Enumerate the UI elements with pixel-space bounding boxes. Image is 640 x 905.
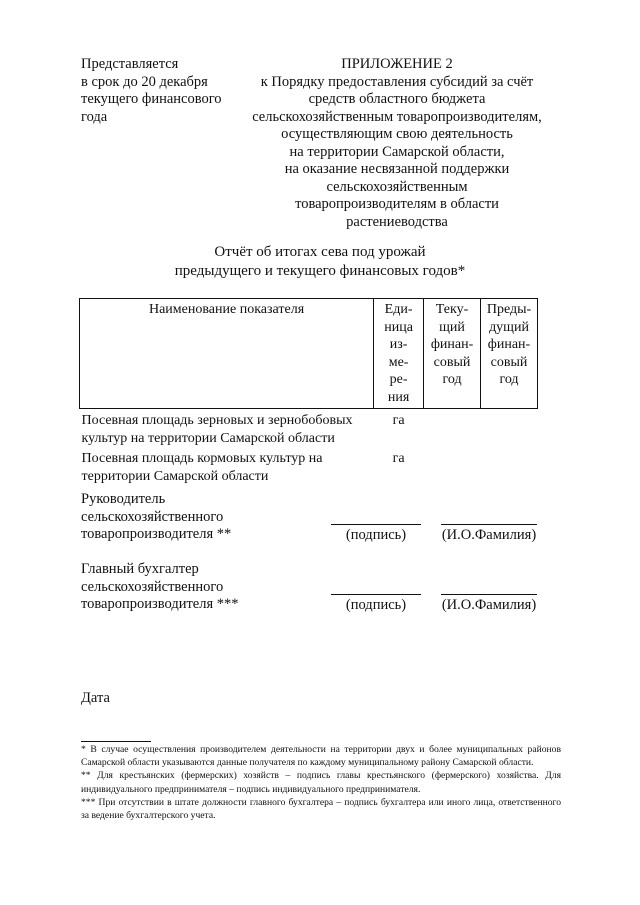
appendix-line: сельскохозяйственным [326, 178, 468, 195]
header-previous-line: Преды- [486, 302, 532, 317]
date-label: Дата [81, 690, 110, 706]
role-line: сельскохозяйственного [81, 508, 224, 525]
appendix-line: к Порядку предоставления субсидий за счёт [260, 73, 534, 90]
indicator-unit: га [392, 413, 405, 428]
accountant-signature-line [331, 594, 421, 595]
indicator-name: Посевная площадь зерновых и зернобобовых культур на территории Самарской области [81, 413, 353, 446]
header-unit-line: Еди- [384, 302, 413, 317]
head-signature-line [331, 524, 421, 525]
appendix-line: растениеводства [346, 213, 448, 230]
header-current-line: финан- [430, 337, 474, 352]
appendix-line: товаропроизводителям в области [295, 196, 499, 212]
header-previous-line: год [499, 372, 519, 387]
accountant-name-caption: (И.О.Фамилия) [441, 597, 537, 613]
role-line: Главный бухгалтер [81, 561, 199, 577]
header-current-line: год [442, 372, 462, 387]
appendix-line: средств областного бюджета [308, 91, 486, 107]
submission-note-line: года [81, 108, 108, 125]
header-previous-line: дущий [489, 319, 529, 335]
head-name-caption: (И.О.Фамилия) [441, 527, 537, 543]
previous-year-value [481, 409, 538, 448]
table-header-row [80, 299, 538, 409]
header-unit-line: ре- [389, 372, 408, 387]
header-unit [374, 299, 424, 409]
header-previous-line: финан- [487, 337, 531, 352]
head-signature-caption: (подпись) [345, 527, 407, 543]
current-year-value [424, 409, 481, 448]
report-title-line: Отчёт об итогах сева под урожай [214, 244, 426, 260]
accountant-name-line [441, 594, 537, 595]
submission-note [81, 56, 251, 126]
header-previous-year [481, 299, 538, 409]
appendix-line: осуществляющим свою деятельность [281, 126, 513, 142]
accountant-signature-caption: (подпись) [345, 597, 407, 613]
accountant-signature-role [81, 561, 271, 614]
indicator-unit: га [392, 451, 405, 466]
appendix-line: на оказание несвязанной поддержки [284, 161, 510, 177]
submission-note-line: Представляется [81, 56, 179, 72]
header-indicator-name: Наименование показателя [80, 299, 374, 409]
header-unit-line: ния [387, 389, 410, 405]
footnote-divider [81, 741, 151, 742]
header-unit-line: ме- [388, 354, 409, 370]
table-row [80, 447, 538, 485]
footnote: * В случае осуществления производителем деятельности на территории двух и более муниципальных районов Самарской области указываются данные получателя по каждому муниципальному району Самарской области. [81, 744, 561, 769]
role-line: товаропроизводителя ** [81, 526, 232, 542]
head-name-line [441, 524, 537, 525]
header-previous-line: совый [490, 354, 528, 370]
header-current-line: совый [433, 354, 471, 370]
header-current-line: щий [439, 319, 465, 335]
role-line: товаропроизводителя *** [81, 596, 239, 612]
current-year-value [424, 447, 481, 485]
appendix-line: на территории Самарской области, [289, 143, 505, 160]
header-unit-line: из- [389, 337, 408, 352]
table-row [80, 409, 538, 448]
submission-note-line: текущего финансового [81, 91, 222, 107]
header-current-line: Теку- [435, 302, 469, 317]
appendix-header [238, 56, 556, 231]
report-title-line: предыдущего и текущего финансовых годов* [174, 263, 466, 279]
submission-note-line: в срок до 20 декабря [81, 73, 208, 90]
indicator-name: Посевная площадь кормовых культур на территории Самарской области [81, 451, 323, 484]
report-title [140, 243, 500, 281]
report-table [79, 298, 538, 485]
footnote: *** При отсутствии в штате должности главного бухгалтера – подпись бухгалтера или иного лица, ответственного за ведение бухгалтерского учета. [81, 796, 561, 822]
footnote: ** Для крестьянских (фермерских) хозяйств – подпись главы крестьянского (фермерского) хозяйства. Для индивидуального предпринимателя – подпись индивидуального предпринимателя. [81, 770, 561, 795]
header-current-year [424, 299, 481, 409]
appendix-line: сельскохозяйственным товаропроизводителям, [252, 108, 542, 125]
role-line: Руководитель [81, 491, 166, 507]
header-unit-line: ница [384, 319, 413, 335]
previous-year-value [481, 447, 538, 485]
appendix-title: ПРИЛОЖЕНИЕ 2 [341, 56, 453, 72]
footnotes [81, 743, 561, 822]
role-line: сельскохозяйственного [81, 578, 224, 595]
head-signature-role [81, 491, 271, 544]
